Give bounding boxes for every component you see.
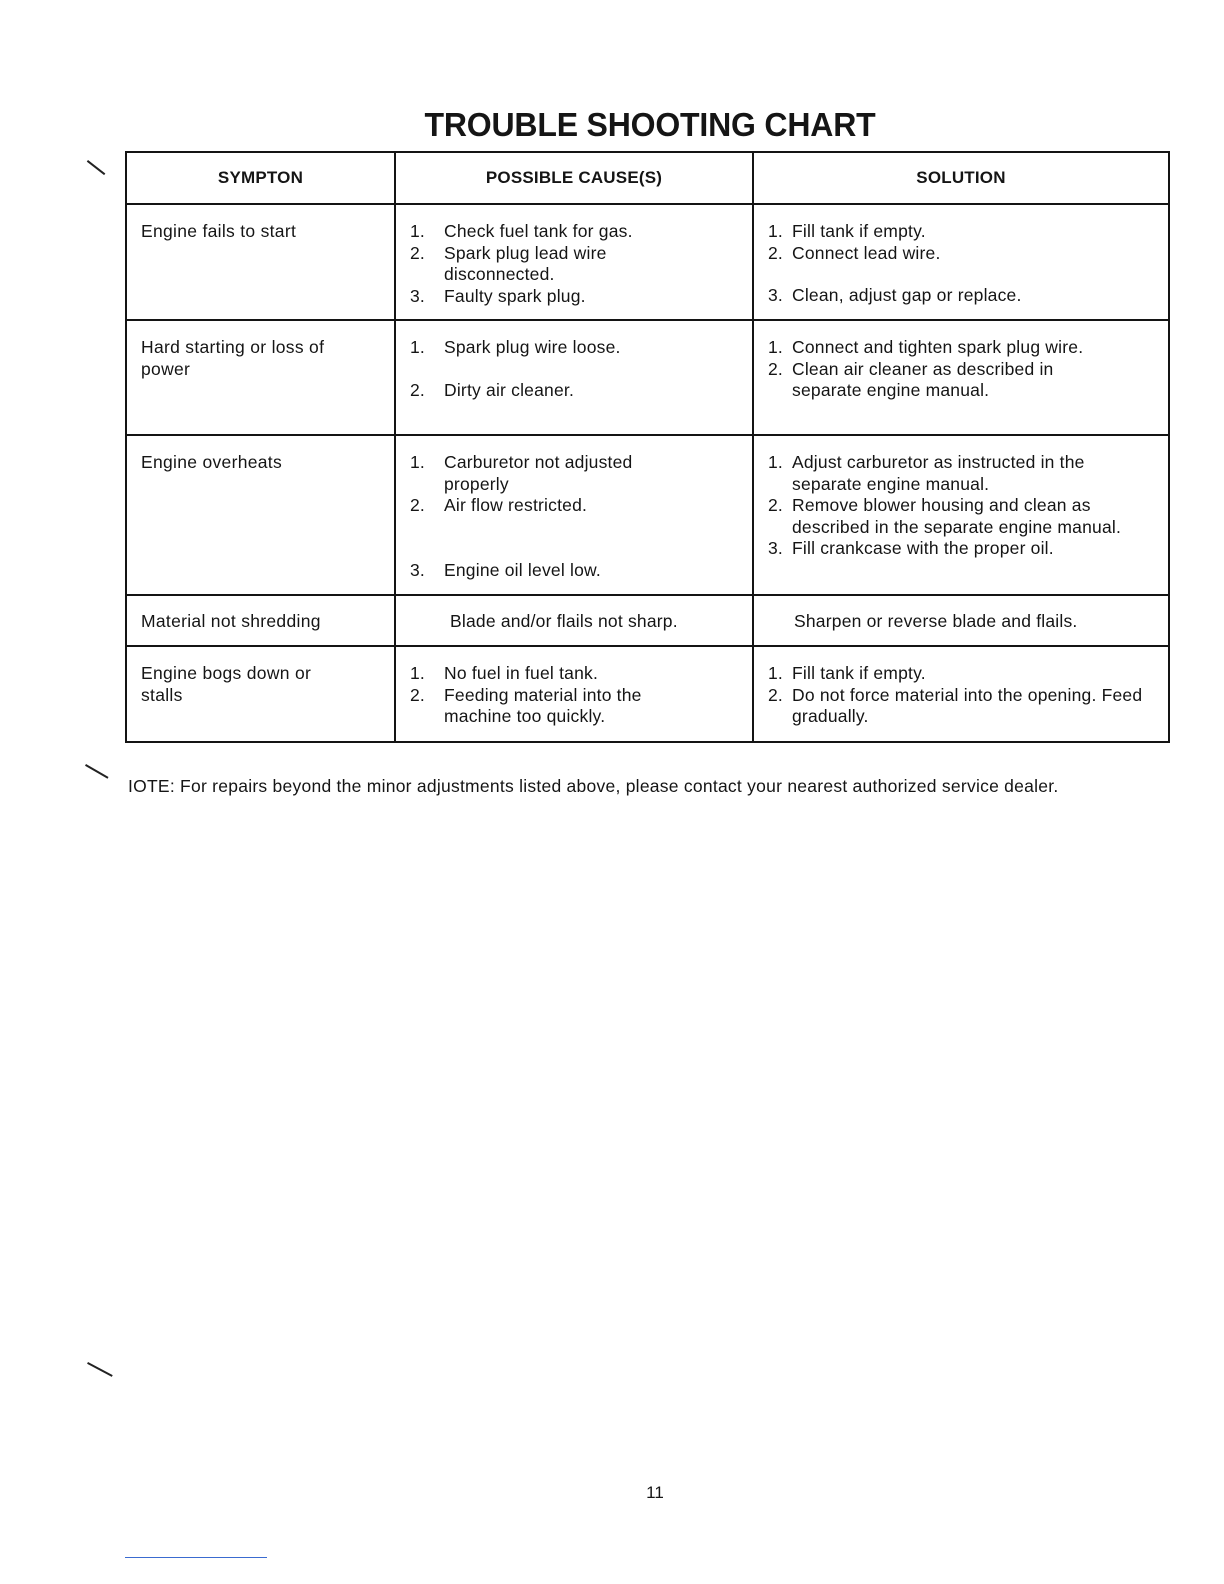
list-item bbox=[410, 380, 740, 402]
list-item bbox=[410, 685, 740, 728]
table-header-row bbox=[126, 152, 1169, 204]
item-text: Do not force material into the opening. Feed gradually. bbox=[792, 684, 1143, 726]
item-text: Faulty spark plug. bbox=[444, 285, 586, 306]
item-number: 3. bbox=[768, 538, 783, 558]
solutions-list bbox=[768, 663, 1156, 728]
table-row bbox=[126, 646, 1169, 742]
symptom-text: Engine overheats bbox=[141, 452, 283, 472]
item-text: Carburetor not adjusted properly bbox=[444, 452, 633, 494]
footer-rule bbox=[125, 1557, 267, 1558]
causes-list bbox=[410, 337, 740, 401]
causes-cell bbox=[395, 320, 753, 435]
symptom-cell bbox=[126, 646, 395, 742]
list-item bbox=[410, 286, 740, 308]
symptom-cell bbox=[126, 435, 395, 595]
list-item bbox=[410, 495, 740, 517]
list-item bbox=[410, 337, 740, 359]
list-item bbox=[768, 452, 1156, 495]
service-note: IOTE: For repairs beyond the minor adjustments listed above, please contact your nearest authorized service dealer. bbox=[128, 776, 1059, 796]
list-item bbox=[768, 285, 1156, 307]
item-text: Feeding material into the machine too quickly. bbox=[444, 684, 642, 726]
item-number: 1. bbox=[768, 663, 783, 683]
symptom-cell bbox=[126, 204, 395, 320]
solutions-list bbox=[768, 452, 1156, 560]
item-text: Spark plug lead wire disconnected. bbox=[444, 242, 607, 284]
causes-list bbox=[410, 663, 740, 728]
table-row bbox=[126, 204, 1169, 320]
solution-cell bbox=[753, 320, 1169, 435]
table-row bbox=[126, 435, 1169, 595]
list-item bbox=[768, 495, 1156, 538]
list-item bbox=[768, 221, 1156, 243]
causes-cell bbox=[395, 204, 753, 320]
item-number: 1. bbox=[410, 663, 425, 683]
item-text: No fuel in fuel tank. bbox=[444, 663, 599, 683]
item-number: 1. bbox=[410, 337, 425, 357]
item-number: 1. bbox=[768, 337, 783, 357]
item-text: Remove blower housing and clean as described in the separate engine manual. bbox=[792, 495, 1122, 537]
item-number: 2. bbox=[768, 495, 783, 515]
symptom-cell bbox=[126, 595, 395, 646]
causes-cell bbox=[395, 595, 753, 646]
solution-text: Sharpen or reverse blade and flails. bbox=[794, 611, 1078, 631]
list-item bbox=[410, 221, 740, 243]
item-text: Check fuel tank for gas. bbox=[444, 221, 633, 241]
item-text: Connect and tighten spark plug wire. bbox=[792, 337, 1084, 357]
item-text: Air flow restricted. bbox=[444, 495, 588, 515]
scan-mark bbox=[85, 764, 109, 779]
header-solution: SOLUTION bbox=[753, 152, 1169, 204]
table-row bbox=[126, 320, 1169, 435]
list-item bbox=[410, 663, 740, 685]
item-number: 2. bbox=[768, 242, 783, 263]
item-text: Clean air cleaner as described in separate engine manual. bbox=[792, 358, 1054, 400]
solution-cell bbox=[753, 204, 1169, 320]
list-item bbox=[768, 685, 1156, 728]
solution-cell bbox=[753, 646, 1169, 742]
item-text: Dirty air cleaner. bbox=[444, 379, 575, 400]
scan-mark bbox=[87, 160, 106, 175]
item-text: Spark plug wire loose. bbox=[444, 337, 621, 357]
symptom-cell bbox=[126, 320, 395, 435]
list-item bbox=[410, 560, 740, 582]
list-item bbox=[768, 359, 1156, 402]
list-item bbox=[768, 243, 1156, 265]
item-number: 2. bbox=[768, 358, 783, 379]
item-text: Fill tank if empty. bbox=[792, 221, 926, 241]
solutions-list bbox=[768, 221, 1156, 307]
list-item bbox=[410, 243, 740, 286]
scan-mark bbox=[87, 1362, 113, 1377]
item-number: 3. bbox=[768, 285, 783, 305]
symptom-text: Engine bogs down or stalls bbox=[141, 663, 312, 705]
item-number: 1. bbox=[768, 221, 783, 241]
item-number: 2. bbox=[410, 684, 425, 705]
causes-list bbox=[410, 221, 740, 307]
item-number: 3. bbox=[410, 285, 425, 306]
item-number: 1. bbox=[410, 452, 425, 472]
list-item bbox=[768, 337, 1156, 359]
item-text: Fill tank if empty. bbox=[792, 663, 926, 683]
list-item bbox=[768, 663, 1156, 685]
symptom-text: Material not shredding bbox=[141, 611, 321, 631]
header-causes: POSSIBLE CAUSE(S) bbox=[395, 152, 753, 204]
item-text: Fill crankcase with the proper oil. bbox=[792, 538, 1054, 558]
causes-cell bbox=[395, 435, 753, 595]
item-number: 3. bbox=[410, 559, 425, 580]
list-item bbox=[768, 538, 1156, 560]
item-number: 1. bbox=[410, 221, 425, 241]
trouble-shooting-table bbox=[125, 151, 1170, 743]
item-number: 2. bbox=[410, 242, 425, 263]
solutions-list bbox=[768, 337, 1156, 402]
header-symptom: SYMPTON bbox=[126, 152, 395, 204]
item-number: 1. bbox=[768, 452, 783, 472]
item-text: Engine oil level low. bbox=[444, 559, 601, 580]
page-title: TROUBLE SHOOTING CHART bbox=[424, 106, 876, 143]
solution-cell bbox=[753, 595, 1169, 646]
causes-list bbox=[410, 452, 740, 581]
item-text: Adjust carburetor as instructed in the separate engine manual. bbox=[792, 452, 1085, 494]
item-number: 2. bbox=[410, 495, 425, 515]
symptom-text: Engine fails to start bbox=[141, 221, 297, 241]
page-number: 11 bbox=[646, 1483, 664, 1502]
symptom-text: Hard starting or loss of power bbox=[141, 337, 325, 379]
item-text: Clean, adjust gap or replace. bbox=[792, 285, 1022, 305]
causes-cell bbox=[395, 646, 753, 742]
solution-cell bbox=[753, 435, 1169, 595]
table-row bbox=[126, 595, 1169, 646]
item-number: 2. bbox=[768, 684, 783, 705]
item-text: Connect lead wire. bbox=[792, 242, 941, 263]
list-item bbox=[410, 452, 740, 495]
cause-text: Blade and/or flails not sharp. bbox=[450, 611, 678, 631]
item-number: 2. bbox=[410, 379, 425, 400]
